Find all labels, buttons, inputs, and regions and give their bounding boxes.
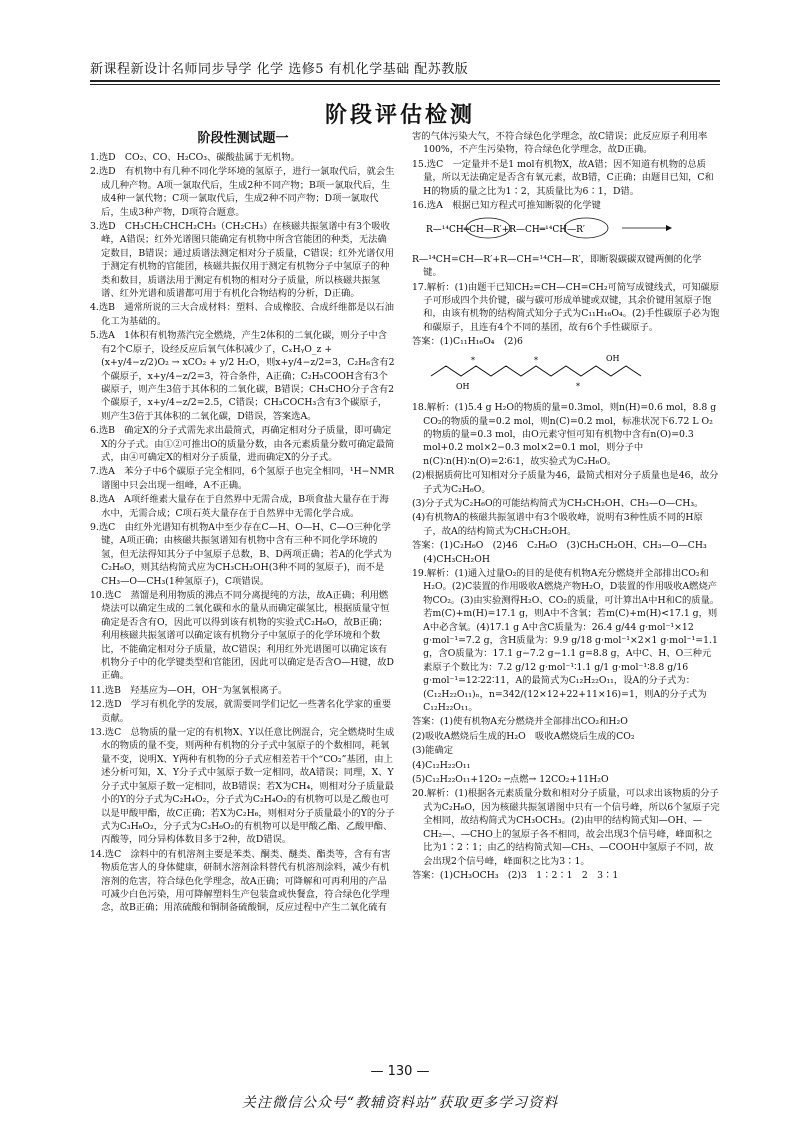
- answer-item: (4)C₁₂H₂₂O₁₁: [412, 759, 471, 771]
- header-rule: [90, 80, 720, 82]
- answer-item: 3.选D CH₃CH₂CHCH₂CH₃（CH₂CH₃）在核磁共振氢谱中有3个吸收峰，A错误；红外光谱图只能确定有机物中所含官能团的种类，无法确定数目，B错误；通过质谱法测定相对分子质量，C错误；红外光谱仅用于测定有机物的官能团，核磁共振仅用于测定有机物分子中氢原子的种类和数目，质谱法用于测定有机物的相对分子质量，所以核磁共振氢谱、红外光谱和质谱都可用于有机化合物结构的分析，D正确。: [90, 221, 395, 300]
- page-number: — 130 —: [370, 1064, 430, 1079]
- svg-text:OH: OH: [456, 381, 470, 391]
- answer-item: 答案：(1)C₁₁H₁₆O₄ (2)6: [412, 336, 523, 348]
- running-header: 新课程新设计名师同步导学 化学 选修5 有机化学基础 配苏教版: [90, 62, 469, 77]
- header-rule-thin: [90, 84, 720, 85]
- answer-item: 13.选C 总物质的量一定的有机物X、Y以任意比例混合，完全燃烧时生成水的物质的量不变，则两种有机物的分子式中氢原子的个数相同，耗氧量不变，说明X、Y两种有机物的分子式应相差若干个“CO₂”基团，由上述分析可知，X、Y分子式中氢原子数一定相同，故A错误；同理，X、Y分子式中氢原子数一定相同，故B错误；若X为CH₄，则相对分子质量最小的Y的分子式为C₂H₄O₂，分子式为C₂H₄O₂的有机物可以是乙酸也可以是甲酸甲酯，故C正确；若X为C₂H₆，则相对分子质量最小的Y的分子式为C₃H₆O₂，分子式为C₃H₆O₂的有机物可以是甲酸乙酯、乙酸甲酯、丙酸等，同分异构体数目多于2种，故D错误。: [90, 727, 395, 846]
- answer-item: 18.解析：(1)5.4 g H₂O的物质的量=0.3mol，则n(H)=0.6 mol，8.8 g CO₂的物质的量=0.2 mol，则n(C)=0.2 mol，标准状况下6.72 L O₂的物质的量=0.3 mol，由O元素守恒可知有机物中含有n(O)=0.3 mol+0.2 mol×2−0.3 mol×2=0.1 mol，则分子中n(C)∶n(H)∶n(O)=2∶6∶1，故实验式为C₂H₆O。: [412, 402, 717, 467]
- bond-cleavage-diagram: [426, 214, 676, 244]
- svg-text:*: *: [576, 381, 580, 391]
- answer-item: 1.选D CO₂、CO、H₂CO₃、碳酸盐属于无机物。: [90, 152, 300, 163]
- answer-item: 4.选B 通常所说的三大合成材料：塑料、合成橡胶、合成纤维都是以石油化工为基础的。: [90, 302, 394, 327]
- answer-item: (2)根据质荷比可知相对分子质量为46，最简式相对分子质量也是46，故分子式为C₂H₆O。: [412, 470, 719, 495]
- chiral-structure-diagram: [426, 351, 656, 393]
- answer-item: (3)分子式为C₂H₆O的可能结构简式为CH₃CH₂OH、CH₃—O—CH₃。: [412, 497, 704, 509]
- answer-item: (5)C₁₂H₂₂O₁₁+12O₂ ─点燃→ 12CO₂+11H₂O: [412, 774, 609, 786]
- answer-item: 答案：(1)使有机物A充分燃烧并全部排出CO₂和H₂O: [412, 716, 628, 728]
- answer-item: 15.选C 一定量并不是1 mol有机物X，故A错；因不知道有机物的总质量，所以无法确定是否含有氧元素，故B错，C正确；由题目已知，C和H的物质的量之比为1∶2，其质量比为6∶1，D错。: [412, 158, 714, 197]
- answer-item: (3)能确定: [412, 745, 454, 757]
- answer-item: 20.解析：(1)根据各元素质量分数和相对分子质量，可以求出该物质的分子式为C₂H₆O，因为核磁共振氢谱图中只有一个信号峰，所以6个氢原子完全相同，故结构简式为CH₃OCH₃。(2)由甲的结构简式知—OH、—CH₂—、—CHO上的氢原子各不相同，故会出现3个信号峰，峰面积之比为1∶2∶1；由乙的结构简式知—CH₃、—COOH中氢原子不同，故会出现2个信号峰，峰面积之比为3∶1。: [412, 788, 720, 867]
- answer-item: R—¹⁴CH=CH—R′+R—CH=¹⁴CH—R′，即断裂碳碳双键两侧的化学键。: [412, 253, 702, 279]
- answer-item: 9.选C 由红外光谱知有机物A中至少存在C—H、O—H、C—O三种化学键，A项正确；由核磁共振氢谱知有机物中含有三种不同化学环境的氢，但无法得知其分子中氢原子总数，B、D两项正确；若A的化学式为C₂H₆O，则其结构简式应为CH₃CH₂OH(3种不同的氢原子)，而不是CH₃—O—CH₃(1种氢原子)，C项错误。: [90, 521, 392, 587]
- footer-note: 关注微信公众号“教辅资料站”获取更多学习资料: [241, 1095, 559, 1111]
- answer-item: 答案：(1)C₂H₆O (2)46 C₂H₆O (3)CH₃CH₂OH、CH₃—O—CH₃ (4)CH₃CH₂OH: [412, 540, 717, 565]
- answer-item: 14.选C 涂料中的有机溶剂主要是苯类、酮类、醚类、酯类等，含有有害物质危害人的身体健康，研制水溶剂涂料替代有机溶剂涂料，减少有机溶剂的危害，符合绿色化学理念，故A正确；可降解和可再利用的产品可减少白色污染，用可降解塑料生产包装盒或快餐盒，符合绿色化学理念，故B正确；用浓硫酸和铜制备硫酸铜，反应过程中产生二氧化硫有: [90, 848, 391, 914]
- answer-item: 7.选A 苯分子中6个碳原子完全相同，6个氢原子也完全相同，¹H−NMR谱图中只会出现一组峰，A不正确。: [90, 466, 395, 491]
- chiral-structure-figure: [426, 351, 720, 397]
- answer-item: 8.选A A项纤维素大量存在于自然界中无需合成，B项食盐大量存在于海水中，无需合成；C项石英大量存在于自然界中无需化学合成。: [90, 494, 389, 519]
- answer-item: 12.选D 学习有机化学的发展，就需要同学们记忆一些著名化学家的重要贡献。: [90, 699, 392, 724]
- svg-text:*: *: [471, 355, 475, 365]
- svg-text:R—¹⁴CH═CH—R′+R—CH═¹⁴CH—R′: R—¹⁴CH═CH—R′+R—CH═¹⁴CH—R′: [426, 225, 585, 236]
- answer-item: 19.解析：(1)通入过量O₂的目的是使有机物A充分燃烧并全部排出CO₂和H₂O。(2)C装置的作用吸收A燃烧产物H₂O，D装置的作用吸收A燃烧产物CO₂。(3)由实验测得H₂O、CO₂的质量，可计算出A中H和C的质量。若m(C)+m(H)=17.1 g，则A中不含氧；若m(C)+m(H)<17.1 g，则A中必含氧。(4)17.1 g A中含C质量为：26.4 g/44 g·mol⁻¹×12 g·mol⁻¹=7.2 g，含H质量为：9.9 g/18 g·mol⁻¹×2×1 g·mol⁻¹=1.1 g，含O质量为：17.1 g−7.2 g−1.1 g=8.8 g，A中C、H、O三种元素原子个数比为：7.2 g/12 g·mol⁻¹∶1.1 g/1 g·mol⁻¹∶8.8 g/16 g·mol⁻¹=12∶22∶11，A的最简式为C₁₂H₂₂O₁₁，设A的分子式为：(C₁₂H₂₂O₁₁)ₙ，n=342/(12×12+22+11×16)=1，则A的分子式为C₁₂H₂₂O₁₁。: [412, 567, 720, 714]
- answer-item: (4)有机物A的核磁共振氢谱中有3个吸收峰，说明有3种性质不同的H原子，故A的结构简式为CH₃CH₂OH。: [412, 512, 703, 537]
- svg-text:*: *: [534, 355, 538, 365]
- answer-item: 11.选B 羟基应为—OH，OH⁻为氢氧根离子。: [90, 684, 288, 696]
- answer-item: 5.选A 1体积有机物蒸汽完全燃烧，产生2体积的二氧化碳，则分子中含有2个C原子，设经反应后氧气体积减少了，CₓHᵧO_z + (x+y/4−z/2)O₂ → xCO₂ + y/2 H₂O，则x+y/4−z/2=3，C₂H₆含有2个碳原子，x+y/4−z/2=3，符合条件，A正确；C₂H₅COOH含有3个碳原子，则产生3倍于其体积的二氧化碳，B错误；CH₃CHO分子含有2个碳原子，x+y/4−z/2=2.5，C错误；CH₃COCH₃含有3个碳原子，则产生3倍于其体积的二氧化碳，D错误，答案选A。: [90, 330, 395, 422]
- right-answer-list-2: [412, 253, 720, 349]
- right-answer-list-3: [412, 401, 720, 882]
- left-answer-list: [90, 151, 396, 915]
- answer-item: 答案：(1)CH₃OCH₃ (2)3 1∶2∶1 2 3∶1: [412, 869, 619, 881]
- left-column: [90, 130, 396, 1090]
- answer-item: 10.选C 蒸馏是利用物质的沸点不同分离提纯的方法，故A正确；利用燃烧法可以确定生成的二氧化碳和水的量从而确定碳氢比，根据质量守恒确定是否含有O，因此可以得到该有机物的实验式C₂H₆O，故B正确；利用核磁共振氢谱可以确定该有机物分子中氢原子的化学环境和个数比，不能确定相对分子质量，故C错误；利用红外光谱图可以确定该有机物分子中的化学键类型和官能团，因此可以确定是否含O—H键，故D正确。: [90, 590, 394, 682]
- answer-item: 17.解析：(1)由题干已知CH₂=CH—CH=CH₂可简写成键线式，可知碳原子可形成四个共价键，碳与碳可形成单键或双键，其余价键用氢原子饱和，由该有机物的结构简式知分子式为C₁₁H₁₆O₄。(2)手性碳原子必为饱和碳原子，且连有4个不同的基团，故有6个手性碳原子。: [412, 281, 720, 333]
- svg-text:OH: OH: [606, 353, 620, 363]
- answer-item: (2)吸收A燃烧后生成的H₂O 吸收A燃烧后生成的CO₂: [412, 730, 635, 742]
- answer-item: 害的气体污染大气，不符合绿色化学理念，故C错误；此反应原子利用率100%，不产生污染物，符合绿色化学理念，故D正确。: [412, 131, 708, 156]
- page-title: 阶段评估检测: [324, 103, 475, 128]
- section-title: 阶段性测试题一: [197, 131, 289, 146]
- bond-cleavage-figure: [426, 214, 720, 248]
- answer-item: 16.选A 根据已知方程式可推知断裂的化学键: [412, 200, 601, 212]
- right-column: [412, 130, 720, 1090]
- right-answer-list: [412, 130, 720, 212]
- answer-item: 2.选D 有机物中有几种不同化学环境的氢原子，进行一氯取代后，就会生成几种产物。A项一氯取代后，生成2种不同产物；B项一氯取代后，生成4种一氯代物；C项一氯取代后，生成2种不同产物；D项一氯取代后，生成3种产物，D项符合题意。: [90, 166, 395, 218]
- answer-item: 6.选B 确定X的分子式需先求出最简式，再确定相对分子质量，即可确定X的分子式。由①②可推出O的质量分数，由各元素质量分数可确定最简式，由④可确定X的相对分子质量，进而确定X的分子式。: [90, 425, 395, 463]
